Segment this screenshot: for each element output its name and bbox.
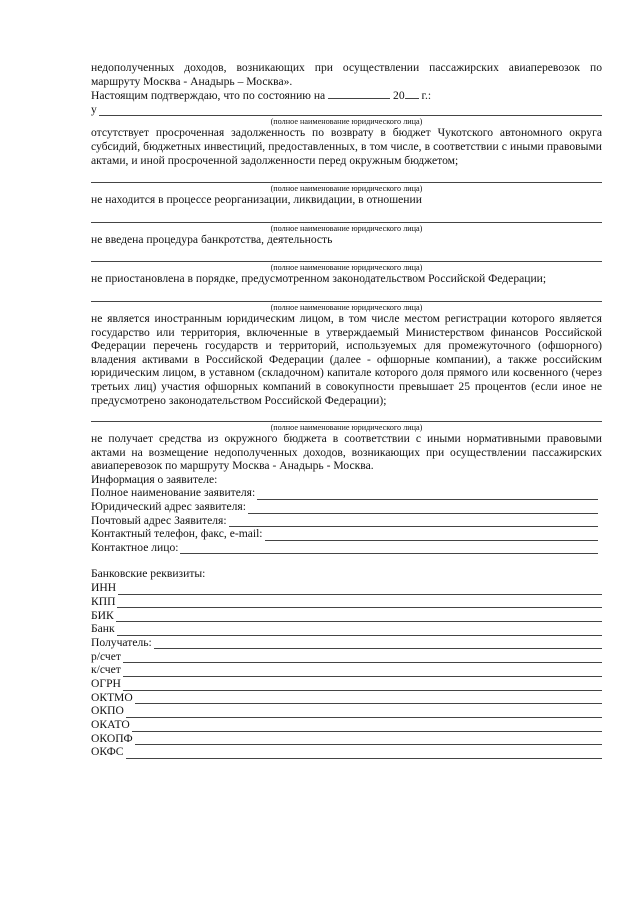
entity-name-field-2[interactable]	[91, 167, 602, 183]
field-caption: (полное наименование юридического лица)	[270, 263, 423, 273]
bank-ogrn-input[interactable]	[123, 679, 602, 691]
field-caption: (полное наименование юридического лица)	[270, 184, 423, 194]
applicant-field-label: Полное наименование заявителя:	[91, 486, 256, 500]
bank-field-label: ОКФС	[91, 745, 124, 759]
bank-row-okpo	[91, 704, 602, 718]
applicant-heading: Информация о заявителе:	[91, 472, 218, 486]
bank-settlement-account-input[interactable]	[123, 651, 602, 663]
bank-field-label: р/счет	[91, 649, 121, 663]
applicant-field-label: Почтовый адрес Заявителя:	[91, 513, 227, 527]
confirmation-suffix: г.:	[421, 89, 432, 103]
applicant-legal-address-row	[91, 500, 602, 514]
bank-row-recipient	[91, 636, 602, 650]
bank-field-label: КПП	[91, 594, 116, 608]
bank-oktmo-input[interactable]	[135, 692, 602, 704]
bank-field-label: ОКОПФ	[91, 731, 133, 745]
bank-field-label: ОГРН	[91, 676, 121, 690]
applicant-contact-person-input[interactable]	[180, 542, 598, 554]
applicant-field-label: Юридический адрес заявителя:	[91, 500, 246, 514]
entity-name-field-3[interactable]	[91, 207, 602, 223]
confirmation-year: 20	[393, 89, 405, 103]
applicant-postal-address-row	[91, 514, 602, 528]
bank-okpo-input[interactable]	[126, 706, 602, 718]
bank-row-inn	[91, 581, 602, 595]
bank-correspondent-account-input[interactable]	[123, 665, 602, 677]
applicant-fields	[91, 486, 602, 554]
bank-field-label: БИК	[91, 608, 114, 622]
bank-field-label: ОКТМО	[91, 690, 133, 704]
bank-field-label: к/счет	[91, 663, 121, 677]
entity-name-field-4[interactable]	[91, 246, 602, 262]
spacer	[91, 554, 602, 567]
bank-field-label: ОКАТО	[91, 718, 130, 731]
bank-recipient-input[interactable]	[154, 637, 602, 649]
bank-row-bik	[91, 608, 602, 622]
bank-row-oktmo	[91, 691, 602, 705]
entity-name-line-1	[91, 103, 602, 117]
bank-row-ogrn	[91, 677, 602, 691]
u-prefix: у	[91, 102, 97, 116]
applicant-field-label: Контактный телефон, факс, e-mail:	[91, 527, 263, 541]
bank-row-okopf	[91, 732, 602, 746]
confirmation-line	[91, 88, 602, 103]
bank-row-okato	[91, 718, 602, 732]
applicant-contact-phone-input[interactable]	[265, 529, 598, 541]
bank-heading: Банковские реквизиты:	[91, 567, 206, 581]
bank-row-bank	[91, 622, 602, 636]
bank-inn-input[interactable]	[118, 583, 602, 595]
field-caption: (полное наименование юридического лица)	[270, 423, 423, 433]
statement-no-reorganization: не находится в процессе реорганизации, ликвидации, в отношении	[91, 193, 422, 207]
applicant-full-name-row	[91, 486, 602, 500]
entity-name-field-5[interactable]	[91, 286, 602, 302]
bank-okfs-input[interactable]	[126, 747, 603, 759]
bank-kpp-input[interactable]	[117, 596, 602, 608]
bank-okato-input[interactable]	[132, 720, 602, 732]
entity-name-field-1[interactable]	[99, 104, 602, 116]
bank-row-kpp	[91, 595, 602, 609]
field-caption: (полное наименование юридического лица)	[270, 117, 423, 127]
bank-field-label: ИНН	[91, 581, 117, 595]
entity-name-field-6[interactable]	[91, 407, 602, 422]
bank-row-correspondent-account	[91, 663, 602, 677]
date-year-field[interactable]	[405, 88, 419, 99]
bank-field-label: Банк	[91, 622, 115, 636]
bank-fields	[91, 581, 602, 759]
applicant-contact-phone-row	[91, 527, 602, 541]
date-day-month-field[interactable]	[328, 88, 390, 99]
bank-row-settlement-account	[91, 649, 602, 663]
bank-field-label: ОКПО	[91, 704, 124, 718]
field-caption: (полное наименование юридического лица)	[270, 223, 423, 233]
applicant-postal-address-input[interactable]	[229, 515, 598, 527]
field-caption: (полное наименование юридического лица)	[270, 302, 423, 312]
applicant-legal-address-input[interactable]	[248, 502, 598, 514]
bank-row-okfs	[91, 745, 602, 759]
bank-field-label: Получатель:	[91, 635, 152, 649]
applicant-field-label: Контактное лицо:	[91, 540, 179, 554]
statement-no-debt: отсутствует просроченная задолженность по возврату в бюджет Чукотского автономного округа субсидий, бюджетных инвестиций, предоставленных, в том числе, в соответствии с иными правовыми актами, и иной просроченной задолженности перед окружным бюджетом;	[91, 126, 602, 167]
confirmation-prefix: Настоящим подтверждаю, что по состоянию на	[91, 89, 326, 103]
statement-no-bankruptcy: не введена процедура банкротства, деятельность	[91, 232, 333, 246]
statement-not-foreign: не является иностранным юридическим лицом, в том числе местом регистрации которого является государство или территория, включенные в утверждаемый Министерством финансов Российской Федерации перечень государств и территорий, используемых для промежуточного (офшорного) владения активами в Российской Федерации (далее - офшорные компании), а также российским юридическим лицом, в уставном (складочном) капитале которого доля прямого или косвенного (через третьих лиц) участия офшорных компаний в совокупности превышает 25 процентов (если иное не предусмотрено законодательством Российской Федерации);	[91, 311, 602, 407]
bank-bik-input[interactable]	[116, 610, 602, 622]
statement-not-suspended: не приостановлена в порядке, предусмотренном законодательством Российской Федерации;	[91, 272, 547, 286]
bank-name-input[interactable]	[117, 624, 602, 636]
applicant-contact-person-row	[91, 541, 602, 555]
applicant-full-name-input[interactable]	[257, 488, 598, 500]
statement-no-other-funds: не получает средства из окружного бюджета в соответствии с иными нормативными правовыми актами на возмещение недополученных доходов, возникающих при осуществлении пассажирских авиаперевозок по маршруту Москва - Анадырь - Москва.	[91, 432, 602, 473]
bank-okopf-input[interactable]	[135, 733, 602, 745]
document-page	[91, 61, 602, 759]
intro-paragraph: недополученных доходов, возникающих при осуществлении пассажирских авиаперевозок по маршруту Москва - Анадырь – Москва».	[91, 61, 602, 88]
